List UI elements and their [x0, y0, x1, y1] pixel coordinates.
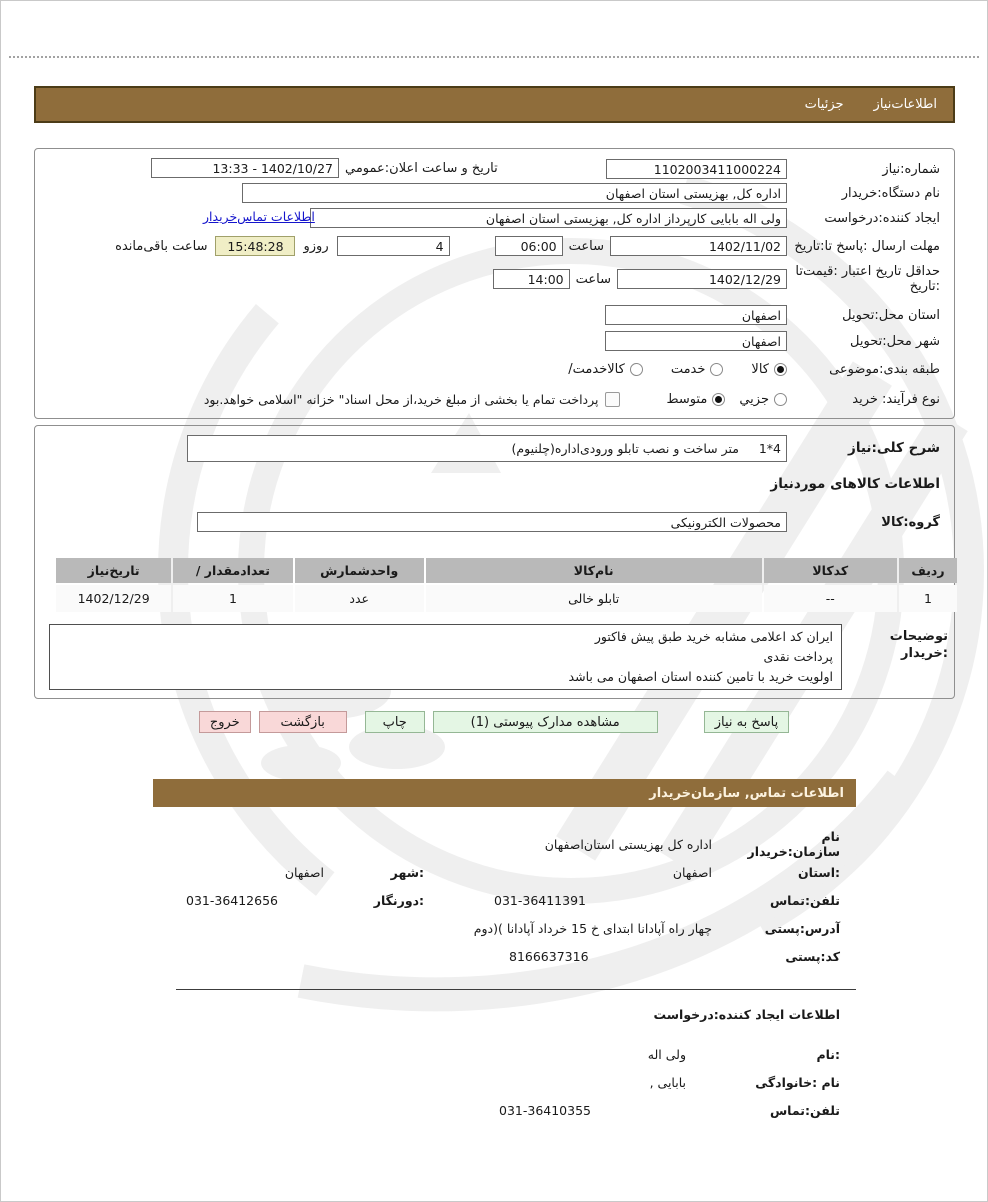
days-label: روزو	[303, 238, 329, 254]
org-contact-header	[153, 779, 856, 807]
cell-item-name: تابلو خالی	[426, 585, 762, 612]
goods-group-input[interactable]: محصولات الکترونیکی	[197, 512, 787, 532]
creator-name-value: ولی اله	[647, 1046, 686, 1062]
radio-service[interactable]	[710, 363, 723, 376]
goods-table-header	[56, 558, 957, 583]
creator-phone-value: 031-36410355	[499, 1102, 591, 1118]
goods-table-row	[56, 585, 957, 612]
row-goods-group	[35, 510, 954, 534]
org-province-label: :استان	[797, 864, 840, 880]
top-divider	[9, 56, 979, 58]
creator-family-value: بابایی ,	[649, 1074, 686, 1090]
tab-details[interactable]: جزئیات	[804, 97, 844, 112]
delivery-province-input[interactable]: اصفهان	[605, 305, 787, 325]
col-item-name: نام‌کالا	[426, 558, 762, 583]
org-name-row	[153, 829, 856, 859]
radio-minor[interactable]	[774, 393, 787, 406]
row-need-number	[35, 157, 954, 181]
response-deadline-label: مهلت ارسال :پاسخ تا:تاریخ	[794, 238, 940, 254]
action-buttons	[1, 711, 987, 733]
creator-family-row	[153, 1071, 856, 1093]
org-address-row	[153, 917, 856, 939]
remaining-timer: 15:48:28	[215, 236, 295, 256]
org-fax-label: :دورنگار	[373, 892, 424, 908]
deadline-hour-label: ساعت	[568, 238, 604, 254]
col-need-date: تاریخ‌نیاز	[56, 558, 171, 583]
days-remaining-input[interactable]: 4	[337, 236, 450, 256]
creator-phone-row	[153, 1099, 856, 1121]
print-button[interactable]: چاپ	[365, 711, 425, 733]
row-delivery-city	[35, 329, 954, 353]
process-type-label: نوع فرآیند: خرید	[852, 391, 940, 407]
deadline-date-input[interactable]: 1402/11/02	[610, 236, 787, 256]
org-province-city-row	[153, 861, 856, 883]
creator-phone-label: تلفن:تماس	[769, 1102, 840, 1118]
validity-hour-label: ساعت	[575, 271, 611, 287]
need-number-input[interactable]: 1102003411000224	[606, 159, 787, 179]
radio-minor-label: جزیي	[739, 391, 769, 407]
radio-medium-label: متوسط	[666, 391, 708, 407]
radio-goods[interactable]	[774, 363, 787, 376]
delivery-city-input[interactable]: اصفهان	[605, 331, 787, 351]
need-info-panel	[34, 148, 955, 419]
org-contact-heading: اطلاعات تماس, سازمان‌خریدار	[649, 785, 844, 801]
back-button[interactable]: بازگشت	[259, 711, 347, 733]
deadline-time-input[interactable]: 06:00	[495, 236, 563, 256]
org-address-label: آدرس:پستی	[764, 920, 840, 936]
buyer-contact-link[interactable]: اطلاعات تماس‌خریدار	[203, 209, 315, 224]
creator-info-section	[153, 1031, 856, 1131]
creator-name-row	[153, 1043, 856, 1065]
org-contact-section	[153, 821, 856, 981]
row-subject-category	[35, 357, 954, 381]
cell-item-code: --	[764, 585, 897, 612]
cell-unit: عدد	[295, 585, 424, 612]
validity-date-input[interactable]: 1402/12/29	[617, 269, 787, 289]
note-line: ایران کد اعلامی مشابه خرید طبق پیش فاکتور	[594, 629, 833, 644]
org-name-label: نام سازمان:خریدار	[747, 829, 840, 859]
request-creator-label: ایجاد کننده:درخواست	[824, 210, 940, 226]
col-unit: واحدشمارش	[295, 558, 424, 583]
row-delivery-province	[35, 303, 954, 327]
delivery-province-label: استان محل:تحویل	[842, 307, 940, 323]
section-divider	[176, 989, 856, 990]
org-phone-value: 031-36411391	[494, 892, 586, 908]
col-quantity: تعدادمقدار /	[173, 558, 292, 583]
org-address-value: چهار راه آپادانا ابتدای خ 15 خرداد آپادانا )(دوم	[473, 920, 712, 936]
goods-table	[54, 556, 959, 614]
col-row: ردیف	[899, 558, 957, 583]
cell-need-date: 1402/12/29	[56, 585, 171, 612]
radio-goods-service[interactable]	[630, 363, 643, 376]
org-postal-label: کد:پستی	[785, 948, 840, 964]
goods-group-label: گروه:کالا	[881, 514, 940, 530]
creator-name-label: :نام	[816, 1046, 840, 1062]
org-city-label: :شهر	[390, 864, 424, 880]
announce-datetime-input[interactable]: 1402/10/27 - 13:33	[151, 158, 339, 178]
radio-medium[interactable]	[712, 393, 725, 406]
respond-to-need-button[interactable]: پاسخ به نیاز	[704, 711, 790, 733]
org-postal-row	[153, 945, 856, 967]
note-line: اولویت خرید با تامین کننده استان اصفهان می باشد	[568, 669, 833, 684]
view-attachments-button[interactable]: مشاهده مدارک پیوستی (1)	[433, 711, 658, 733]
row-buyer-org	[35, 181, 954, 205]
goods-panel	[34, 425, 955, 699]
note-line: پرداخت نقدی	[763, 649, 833, 664]
exit-button[interactable]: خروج	[199, 711, 251, 733]
subject-category-label: طبقه بندی:موضوعی	[829, 361, 940, 377]
creator-info-heading: اطلاعات ایجاد کننده:درخواست	[653, 1007, 840, 1022]
org-province-value: اصفهان	[672, 864, 712, 880]
org-fax-value: 031-36412656	[186, 892, 278, 908]
row-process-type	[35, 387, 954, 411]
need-number-label: شماره:نیاز	[882, 161, 940, 177]
org-phone-fax-row	[153, 889, 856, 911]
header-tab-bar	[34, 86, 955, 123]
org-phone-label: تلفن:تماس	[769, 892, 840, 908]
buyer-notes-box[interactable]	[49, 624, 842, 690]
cell-row: 1	[899, 585, 957, 612]
tab-need-info[interactable]: اطلاعات‌نیاز	[873, 97, 937, 112]
col-item-code: کدکالا	[764, 558, 897, 583]
buyer-notes-label: توضیحات :خریدار	[889, 629, 948, 661]
radio-goods-service-label: کالاخدمت/	[568, 361, 625, 377]
announce-group	[151, 158, 498, 178]
radio-goods-label: کالا	[751, 361, 769, 377]
goods-info-heading: اطلاعات کالاهای موردنیاز	[770, 476, 940, 492]
org-city-value: اصفهان	[284, 864, 324, 880]
request-creator-input[interactable]: ولی اله بابایی کارپرداز اداره کل, بهزیستی استان اصفهان	[310, 208, 787, 228]
treasury-checkbox[interactable]	[605, 392, 620, 407]
need-description-label: شرح کلی:نیاز	[848, 439, 940, 456]
need-description-input[interactable]: 4*1 متر ساخت و نصب تابلو ورودی‌اداره(چلنیوم)	[187, 435, 787, 462]
row-request-creator	[35, 206, 954, 230]
remaining-label: ساعت باقی‌مانده	[115, 238, 208, 254]
treasury-note: پرداخت تمام یا بخشی از مبلغ خرید،از محل اسناد" خزانه "اسلامی خواهد.بود	[203, 391, 599, 407]
buyer-org-label: نام دستگاه:خریدار	[841, 185, 940, 201]
cell-quantity: 1	[173, 585, 292, 612]
announce-label: تاریخ و ساعت اعلان:عمومي	[345, 160, 498, 176]
org-name-value: اداره کل بهزیستی استان‌اصفهان	[544, 836, 712, 852]
price-validity-label: حداقل تاریخ اعتبار :قیمت‌تا :تاریخ	[795, 264, 940, 294]
radio-service-label: خدمت	[670, 361, 706, 377]
row-price-validity	[35, 261, 954, 297]
validity-time-input[interactable]: 14:00	[493, 269, 570, 289]
buyer-org-input[interactable]: اداره کل, بهزیستی استان اصفهان	[242, 183, 787, 203]
creator-family-label: نام :خانوادگی	[755, 1074, 840, 1090]
delivery-city-label: شهر محل:تحویل	[850, 333, 940, 349]
row-response-deadline	[35, 234, 954, 258]
org-postal-value: 8166637316	[509, 948, 589, 964]
row-need-description	[35, 434, 954, 462]
